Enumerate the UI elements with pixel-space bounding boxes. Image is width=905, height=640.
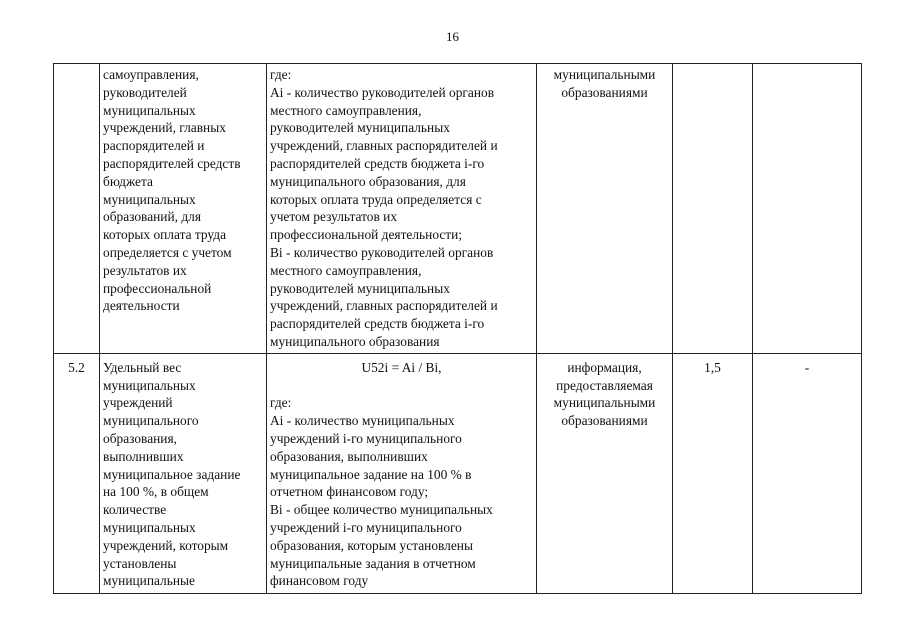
- indicator-table: [53, 63, 862, 594]
- text-line: выполнивших: [103, 448, 184, 464]
- note-cell: -: [753, 353, 862, 593]
- text-line: образования,: [103, 430, 177, 446]
- text-line: распорядителей средств бюджета i-го: [270, 155, 485, 171]
- data-source-cell: [537, 353, 673, 593]
- text-line: где:: [270, 67, 292, 82]
- spacer: [270, 377, 533, 395]
- page-number: 16: [446, 29, 459, 44]
- weight-cell: 1,5: [673, 353, 753, 593]
- text-line: руководителей муниципальных: [270, 280, 450, 296]
- text-line: Вi - количество руководителей органов: [270, 244, 494, 260]
- data-source-cell: [537, 64, 673, 354]
- text-line: распорядителей и: [103, 138, 205, 154]
- text-line: распорядителей средств бюджета i-го: [270, 316, 485, 332]
- note-cell: [753, 64, 862, 354]
- text-line: местного самоуправления,: [270, 102, 422, 118]
- text-line: муниципальные: [103, 573, 195, 589]
- text-line: учреждений: [103, 395, 173, 411]
- text-line: определяется с учетом: [103, 244, 232, 260]
- text-line: распорядителей средств: [103, 155, 241, 171]
- text-line: руководителей: [103, 84, 187, 100]
- text-line: муниципальное задание на 100 % в: [270, 466, 472, 482]
- weight-cell: [673, 64, 753, 354]
- text-line: профессиональной деятельности;: [270, 227, 463, 243]
- text-line: количестве: [103, 502, 167, 518]
- text-line: образованиями: [561, 84, 648, 100]
- text-line: которых оплата труда определяется с: [270, 191, 482, 207]
- text-line: Удельный вес: [103, 359, 182, 375]
- text-line: муниципальными: [553, 395, 656, 411]
- text-line: учреждений, которым: [103, 537, 229, 553]
- text-line: где:: [270, 395, 292, 411]
- text-line: Вi - общее количество муниципальных: [270, 502, 493, 518]
- text-line: информация,: [567, 359, 642, 375]
- text-line: профессиональной: [103, 280, 212, 296]
- text-line: предоставляемая: [556, 377, 653, 393]
- text-line: бюджета: [103, 173, 153, 189]
- text-line: муниципальных: [103, 191, 196, 207]
- text-line: муниципальные задания в отчетном: [270, 555, 476, 571]
- row-number-cell: 5.2: [54, 353, 100, 593]
- table-row: [54, 353, 862, 593]
- text-line: муниципальных: [103, 377, 196, 393]
- text-line: образования, которым установлены: [270, 537, 473, 553]
- row-number-cell: [54, 64, 100, 354]
- text-line: муниципальными: [553, 67, 656, 82]
- text-line: Аi - количество муниципальных: [270, 413, 455, 429]
- table-row: [54, 64, 862, 354]
- text-line: учреждений, главных распорядителей и: [270, 298, 498, 314]
- text-line: отчетном финансовом году;: [270, 484, 429, 500]
- text-line: учетом результатов их: [270, 209, 398, 225]
- text-line: местного самоуправления,: [270, 262, 422, 278]
- indicator-name-cell: [100, 64, 267, 354]
- formula-cell: [267, 353, 537, 593]
- text-line: Аi - количество руководителей органов: [270, 84, 495, 100]
- text-line: образований, для: [103, 209, 201, 225]
- text-line: финансовом году: [270, 573, 369, 589]
- text-line: на 100 %, в общем: [103, 484, 209, 500]
- text-line: результатов их: [103, 262, 187, 278]
- text-line: образованиями: [561, 413, 648, 429]
- text-line: которых оплата труда: [103, 227, 227, 243]
- text-line: установлены: [103, 555, 177, 571]
- text-line: муниципального образования, для: [270, 173, 466, 189]
- text-line: руководителей муниципальных: [270, 120, 450, 136]
- formula-cell: [267, 64, 537, 354]
- text-line: самоуправления,: [103, 67, 199, 82]
- text-line: деятельности: [103, 298, 180, 314]
- indicator-name-cell: [100, 353, 267, 593]
- text-line: учреждений i-го муниципального: [270, 519, 462, 535]
- text-line: образования, выполнивших: [270, 448, 428, 464]
- formula-expression: U52i = Ai / Bi,: [361, 359, 442, 375]
- text-line: муниципальное задание: [103, 466, 241, 482]
- text-line: муниципального образования: [270, 333, 440, 349]
- text-line: учреждений, главных распорядителей и: [270, 138, 498, 154]
- text-line: учреждений, главных: [103, 120, 226, 136]
- text-line: муниципального: [103, 413, 199, 429]
- text-line: муниципальных: [103, 102, 196, 118]
- text-line: учреждений i-го муниципального: [270, 430, 462, 446]
- text-line: муниципальных: [103, 519, 196, 535]
